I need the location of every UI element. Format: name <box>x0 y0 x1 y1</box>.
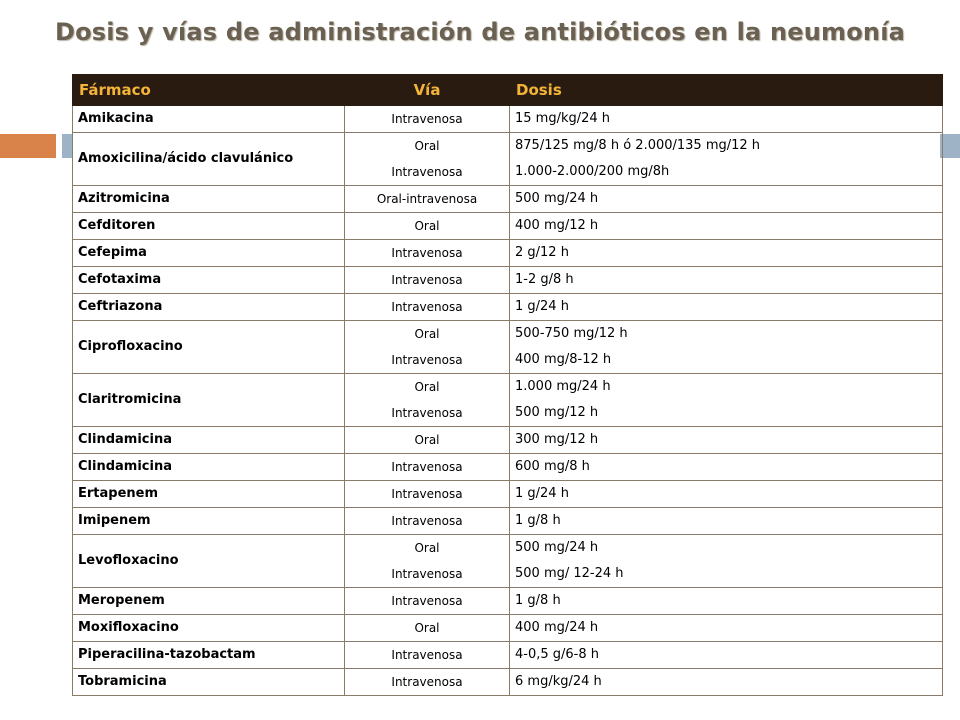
table-row <box>73 294 943 321</box>
dose-cell <box>510 508 943 535</box>
route-cell <box>345 535 510 588</box>
table-row <box>73 106 943 133</box>
table-row <box>73 321 943 374</box>
route-cell <box>345 508 510 535</box>
route-cell <box>345 240 510 267</box>
drug-name-cell: Ciprofloxacino <box>73 321 345 374</box>
route-cell <box>345 133 510 186</box>
route-cell <box>345 454 510 481</box>
route-cell <box>345 642 510 669</box>
dose-text: 1 g/24 h <box>515 299 569 314</box>
route-text: Oral <box>414 621 440 635</box>
drug-name-cell: Claritromicina <box>73 374 345 427</box>
route-text: Oral-intravenosa <box>376 192 478 206</box>
table-row <box>73 454 943 481</box>
table-header-row <box>73 75 943 106</box>
drug-name-cell: Ceftriazona <box>73 294 345 321</box>
route-cell <box>345 267 510 294</box>
dose-cell <box>510 535 943 588</box>
dose-cell <box>510 615 943 642</box>
drug-name-cell: Cefditoren <box>73 213 345 240</box>
drug-name-cell: Tobramicina <box>73 669 345 696</box>
drug-name-cell: Cefotaxima <box>73 267 345 294</box>
dose-cell <box>510 374 943 427</box>
table-row <box>73 508 943 535</box>
drug-name-cell: Amoxicilina/ácido clavulánico <box>73 133 345 186</box>
dose-cell <box>510 240 943 267</box>
route-text: Intravenosa <box>391 460 463 474</box>
dose-text: 1 g/24 h <box>515 486 569 501</box>
route-text: Intravenosa <box>391 675 463 689</box>
route-cell <box>345 669 510 696</box>
route-text: Oral <box>414 433 440 447</box>
drug-name-cell: Clindamicina <box>73 427 345 454</box>
dose-text: 500 mg/ 12-24 h <box>515 566 624 581</box>
dose-text: 1.000-2.000/200 mg/8h <box>515 164 670 179</box>
accent-bar-orange <box>0 134 56 158</box>
route-text: Intravenosa <box>391 406 463 420</box>
table-row <box>73 240 943 267</box>
dose-text: 15 mg/kg/24 h <box>515 111 611 126</box>
drug-name-cell: Amikacina <box>73 106 345 133</box>
route-cell <box>345 615 510 642</box>
table-row <box>73 213 943 240</box>
route-cell <box>345 186 510 213</box>
drug-name-cell: Meropenem <box>73 588 345 615</box>
route-cell <box>345 321 510 374</box>
header-dosis: Dosis <box>510 75 943 106</box>
dose-text: 500 mg/24 h <box>515 540 599 555</box>
table-row <box>73 642 943 669</box>
drug-name-cell: Imipenem <box>73 508 345 535</box>
dose-cell <box>510 294 943 321</box>
header-farmaco: Fármaco <box>73 75 345 106</box>
dose-cell <box>510 267 943 294</box>
drug-name-cell: Cefepima <box>73 240 345 267</box>
drug-name-cell: Piperacilina-tazobactam <box>73 642 345 669</box>
dose-cell <box>510 133 943 186</box>
drug-name-cell: Levofloxacino <box>73 535 345 588</box>
header-via: Vía <box>345 75 510 106</box>
route-text: Intravenosa <box>391 567 463 581</box>
table-row <box>73 535 943 588</box>
route-text: Intravenosa <box>391 273 463 287</box>
table-row <box>73 186 943 213</box>
dose-cell <box>510 427 943 454</box>
route-text: Oral <box>414 219 440 233</box>
slide-title: Dosis y vías de administración de antibióticos en la neumonía <box>54 18 906 46</box>
route-text: Intravenosa <box>391 165 463 179</box>
route-text: Intravenosa <box>391 487 463 501</box>
table-row <box>73 267 943 294</box>
route-cell <box>345 588 510 615</box>
accent-bar-blue-left <box>62 134 72 158</box>
dose-text: 500 mg/24 h <box>515 191 599 206</box>
route-text: Intravenosa <box>391 648 463 662</box>
dose-text: 2 g/12 h <box>515 245 569 260</box>
drug-name-cell: Moxifloxacino <box>73 615 345 642</box>
route-text: Oral <box>414 139 440 153</box>
dose-text: 1 g/8 h <box>515 513 561 528</box>
dose-text: 4-0,5 g/6-8 h <box>515 647 600 662</box>
dose-text: 1 g/8 h <box>515 593 561 608</box>
dose-text: 875/125 mg/8 h ó 2.000/135 mg/12 h <box>515 138 761 153</box>
route-cell <box>345 374 510 427</box>
dose-text: 500-750 mg/12 h <box>515 326 628 341</box>
dose-cell <box>510 669 943 696</box>
route-text: Intravenosa <box>391 112 463 126</box>
route-text: Intravenosa <box>391 246 463 260</box>
dose-cell <box>510 321 943 374</box>
dose-text: 1-2 g/8 h <box>515 272 574 287</box>
route-text: Intravenosa <box>391 594 463 608</box>
route-cell <box>345 294 510 321</box>
route-cell <box>345 481 510 508</box>
dose-text: 400 mg/12 h <box>515 218 599 233</box>
dose-text: 400 mg/8-12 h <box>515 352 612 367</box>
drug-name-cell: Ertapenem <box>73 481 345 508</box>
table-row <box>73 669 943 696</box>
dose-cell <box>510 481 943 508</box>
dose-cell <box>510 106 943 133</box>
route-cell <box>345 213 510 240</box>
drug-name-cell: Azitromicina <box>73 186 345 213</box>
table-row <box>73 374 943 427</box>
dose-cell <box>510 454 943 481</box>
route-text: Intravenosa <box>391 353 463 367</box>
route-cell <box>345 106 510 133</box>
antibiotic-dosage-table <box>72 74 943 696</box>
dose-text: 300 mg/12 h <box>515 432 599 447</box>
route-text: Intravenosa <box>391 514 463 528</box>
table-row <box>73 481 943 508</box>
table-row <box>73 427 943 454</box>
dose-cell <box>510 186 943 213</box>
dose-cell <box>510 213 943 240</box>
route-text: Oral <box>414 541 440 555</box>
dose-text: 600 mg/8 h <box>515 459 590 474</box>
table-row <box>73 133 943 186</box>
route-text: Oral <box>414 380 440 394</box>
table-row <box>73 588 943 615</box>
accent-bar-blue-right <box>940 134 960 158</box>
route-text: Intravenosa <box>391 300 463 314</box>
dose-cell <box>510 588 943 615</box>
table-row <box>73 615 943 642</box>
dose-text: 400 mg/24 h <box>515 620 599 635</box>
route-cell <box>345 427 510 454</box>
dose-text: 6 mg/kg/24 h <box>515 674 602 689</box>
drug-name-cell: Clindamicina <box>73 454 345 481</box>
dose-text: 1.000 mg/24 h <box>515 379 611 394</box>
route-text: Oral <box>414 327 440 341</box>
dose-text: 500 mg/12 h <box>515 405 599 420</box>
table-body <box>73 106 943 696</box>
dose-cell <box>510 642 943 669</box>
